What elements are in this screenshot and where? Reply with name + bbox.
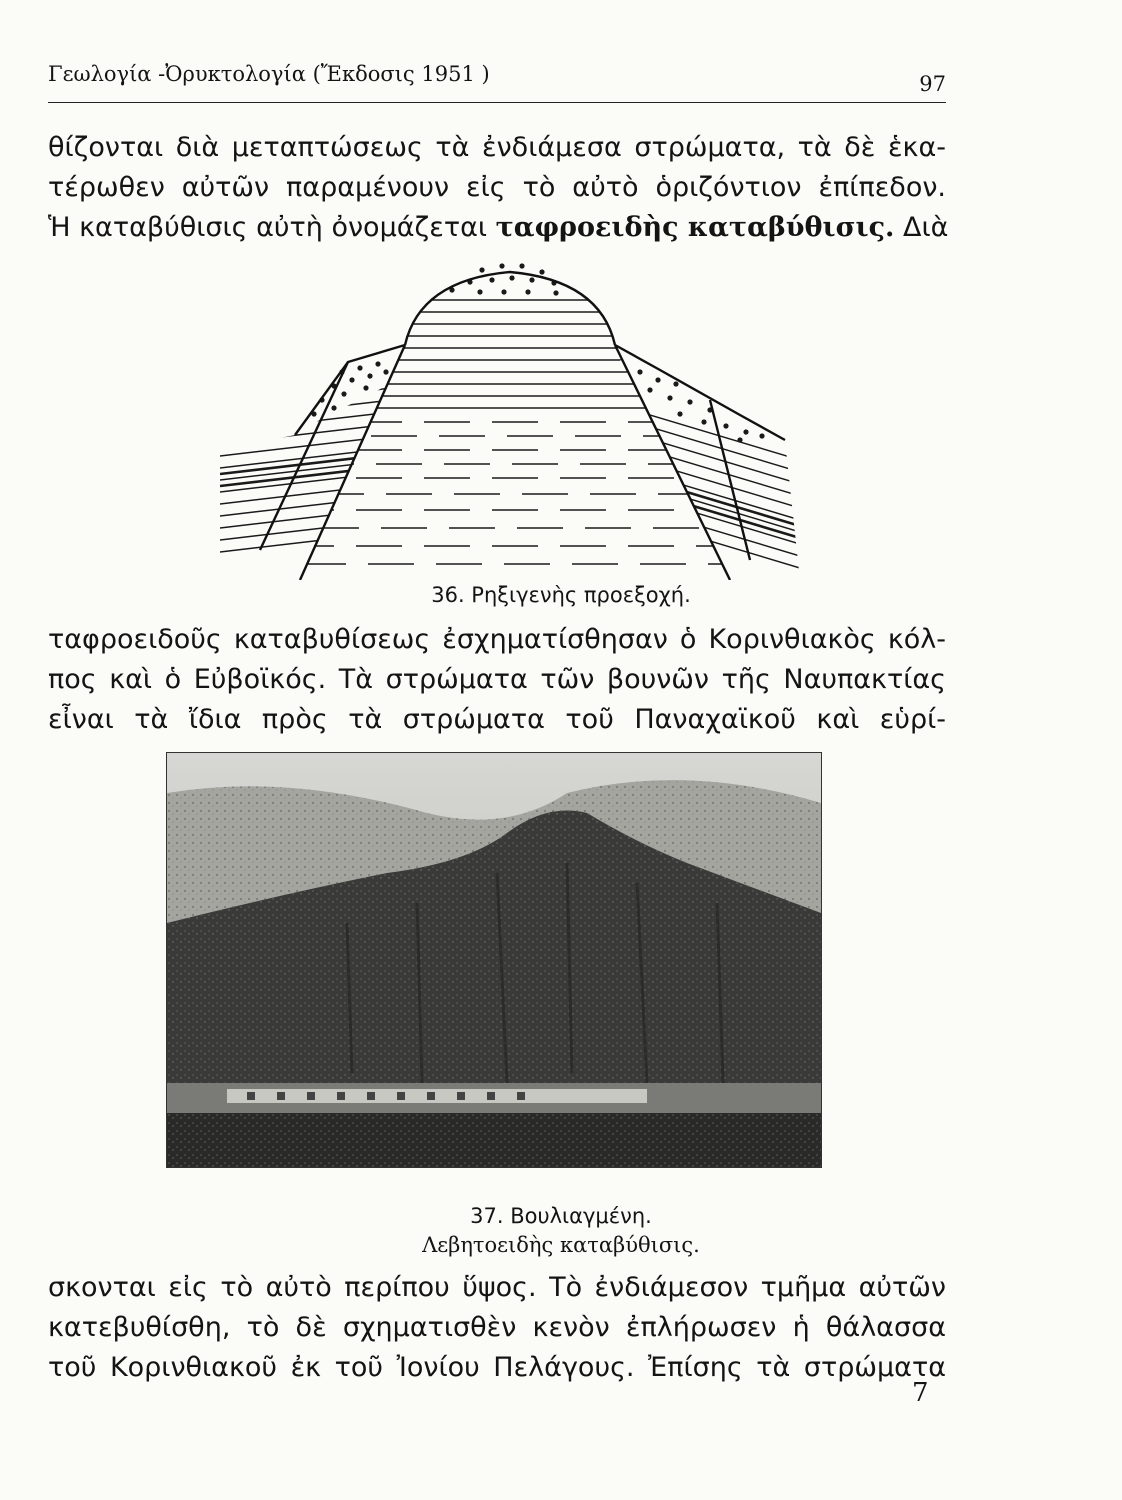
text-run: Ἡ καταβύθισις αὐτὴ ὀνομάζεται bbox=[48, 212, 488, 243]
header-rule bbox=[48, 102, 946, 103]
figure-37-caption-line1: 37. Βουλιαγμένη. bbox=[470, 1204, 652, 1228]
text-line: τέρωθεν αὐτῶν παραμένουν εἰς τὸ αὐτὸ ὁριζόντιον ἐπίπεδον. bbox=[48, 172, 946, 203]
text-line: πος καὶ ὁ Εὐβοϊκός. Τὰ στρώματα τῶν βουνῶν τῆς Ναυπακτίας bbox=[48, 664, 946, 695]
figure-37-caption-line2: Λεβητοειδὴς καταβύθισις. bbox=[422, 1233, 700, 1257]
text-line: εἶναι τὰ ἴδια πρὸς τὰ στρώματα τοῦ Παναχαϊκοῦ καὶ εὑρί- bbox=[48, 704, 946, 735]
text-line: τοῦ Κορινθιακοῦ ἐκ τοῦ Ἰονίου Πελάγους. Ἐπίσης τὰ στρώματα bbox=[48, 1352, 946, 1383]
text-line: θίζονται διὰ μεταπτώσεως τὰ ἐνδιάμεσα στρώματα, τὰ δὲ ἑκα- bbox=[48, 132, 946, 163]
running-title: Γεωλογία -Ὀρυκτολογία (Ἔκδοσις 1951 ) bbox=[48, 62, 490, 86]
right-conglomerate bbox=[620, 360, 785, 440]
bathhouse bbox=[227, 1089, 647, 1103]
horst-diagram bbox=[220, 250, 800, 580]
text-line: κατεβυθίσθη, τὸ δὲ σχηματισθὲν κενὸν ἐπλήρωσεν ἡ θάλασσα bbox=[48, 1312, 946, 1343]
paragraph-2 bbox=[48, 620, 946, 740]
text-line bbox=[48, 208, 949, 248]
text-run: Διὰ bbox=[903, 212, 949, 243]
text-line: ταφροειδοῦς καταβυθίσεως ἐσχηματίσθησαν ὁ Κορινθιακὸς κόλ- bbox=[48, 624, 946, 655]
page-number: 97 bbox=[919, 72, 946, 96]
vouliagmeni-photo bbox=[166, 752, 822, 1168]
figure-36-caption: 36. Ρηξιγενὴς προεξοχή. bbox=[431, 583, 691, 607]
text-line: σκονται εἰς τὸ αὐτὸ περίπου ὕψος. Τὸ ἐνδιάμεσον τμῆμα αὐτῶν bbox=[48, 1272, 946, 1303]
signature-mark: 7 bbox=[912, 1378, 929, 1408]
bold-term: ταφροειδὴς καταβύθισις. bbox=[495, 212, 895, 243]
right-block-strata bbox=[600, 400, 800, 568]
paragraph-3 bbox=[48, 1268, 946, 1388]
running-head bbox=[48, 62, 946, 96]
dome-outline bbox=[405, 272, 615, 345]
left-secondary-fault bbox=[260, 362, 348, 550]
paragraph-1 bbox=[48, 128, 949, 248]
central-block-strata bbox=[220, 300, 800, 564]
right-surface bbox=[615, 345, 785, 440]
outline bbox=[260, 272, 785, 580]
